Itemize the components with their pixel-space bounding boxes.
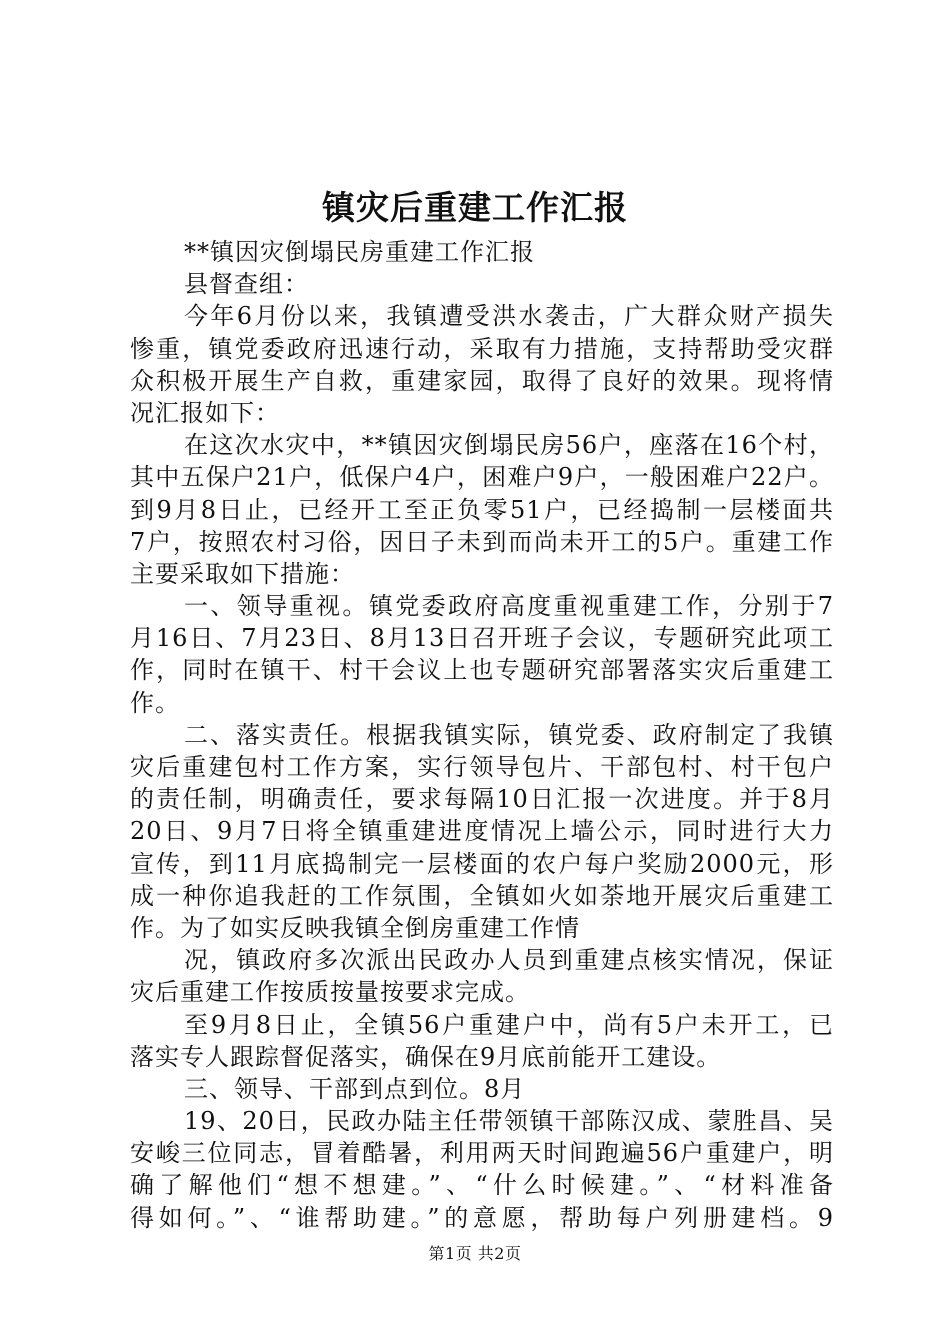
paragraph-line: 三、领导、干部到点到位。8月 (184, 1074, 526, 1103)
paragraph-line: 落实专人跟踪督促落实，确保在9月底前能开工建设。 (130, 1042, 722, 1071)
paragraph-line: 况汇报如下： (130, 398, 280, 427)
paragraph-line: 宣传，到11月底捣制完一层楼面的农户每户奖励2000元，形 (130, 849, 834, 878)
paragraph-line: 其中五保户21户，低保户4户，困难户9户，一般困难户22户。 (130, 463, 834, 492)
document-title: 镇灾后重建工作汇报 (322, 188, 628, 227)
paragraph-line: 的责任制，明确责任，要求每隔10日汇报一次进度。并于8月 (130, 785, 834, 814)
paragraph-line: 到9月8日止，已经开工至正负零51户，已经捣制一层楼面共 (130, 495, 834, 524)
paragraph-line: 主要采取如下措施： (130, 559, 355, 588)
paragraph-line: 19、20日，民政办陆主任带领镇干部陈汉成、蒙胜昌、吴 (184, 1107, 834, 1136)
paragraph-line: 得如何。”、“谁帮助建。”的意愿，帮助每户列册建档。9 (130, 1203, 834, 1232)
page-number-footer: 第1页 共2页 (428, 1244, 522, 1263)
paragraph-line: 在这次水灾中，**镇因灾倒塌民房56户，座落在16个村， (184, 431, 834, 460)
paragraph-line: 惨重，镇党委政府迅速行动，采取有力措施，支持帮助受灾群 (130, 334, 834, 363)
paragraph-line: 二、落实责任。根据我镇实际，镇党委、政府制定了我镇 (184, 720, 834, 749)
paragraph-line: 众积极开展生产自救，重建家园，取得了良好的效果。现将情 (130, 366, 834, 395)
paragraph-line: 确了解他们“想不想建。”、“什么时候建。”、“材料准备 (130, 1171, 834, 1200)
paragraph-line: 至9月8日止，全镇56户重建户中，尚有5户未开工，已 (184, 1010, 834, 1039)
paragraph-line: 安峻三位同志，冒着酷暑，利用两天时间跑遍56户重建户，明 (130, 1139, 834, 1168)
paragraph-line: 一、领导重视。镇党委政府高度重视重建工作，分别于7 (184, 592, 834, 621)
paragraph-line: 月16日、7月23日、8月13日召开班子会议，专题研究此项工 (130, 624, 834, 653)
paragraph-line: 20日、9月7日将全镇重建进度情况上墙公示，同时进行大力 (130, 817, 834, 846)
subtitle-line: **镇因灾倒塌民房重建工作汇报 (184, 238, 535, 266)
document-body (130, 236, 834, 1234)
paragraph-line: 灾后重建工作按质按量按要求完成。 (130, 978, 530, 1007)
paragraph-line: 今年6月份以来，我镇遭受洪水袭击，广大群众财产损失 (184, 302, 834, 331)
paragraph-line: 成一种你追我赶的工作氛围，全镇如火如荼地开展灾后重建工 (130, 881, 834, 910)
paragraph-line: 作。 (130, 688, 180, 717)
paragraph-line: 灾后重建包村工作方案，实行领导包片、干部包村、村干包户 (130, 753, 834, 781)
paragraph-line: 况，镇政府多次派出民政办人员到重建点核实情况，保证 (184, 946, 834, 975)
paragraph-line: 7户，按照农村习俗，因日子未到而尚未开工的5户。重建工作 (130, 527, 834, 556)
paragraph-line: 作。为了如实反映我镇全倒房重建工作情 (130, 913, 580, 942)
salutation-line: 县督查组： (184, 270, 309, 299)
paragraph-line: 作，同时在镇干、村干会议上也专题研究部署落实灾后重建工 (130, 656, 834, 685)
